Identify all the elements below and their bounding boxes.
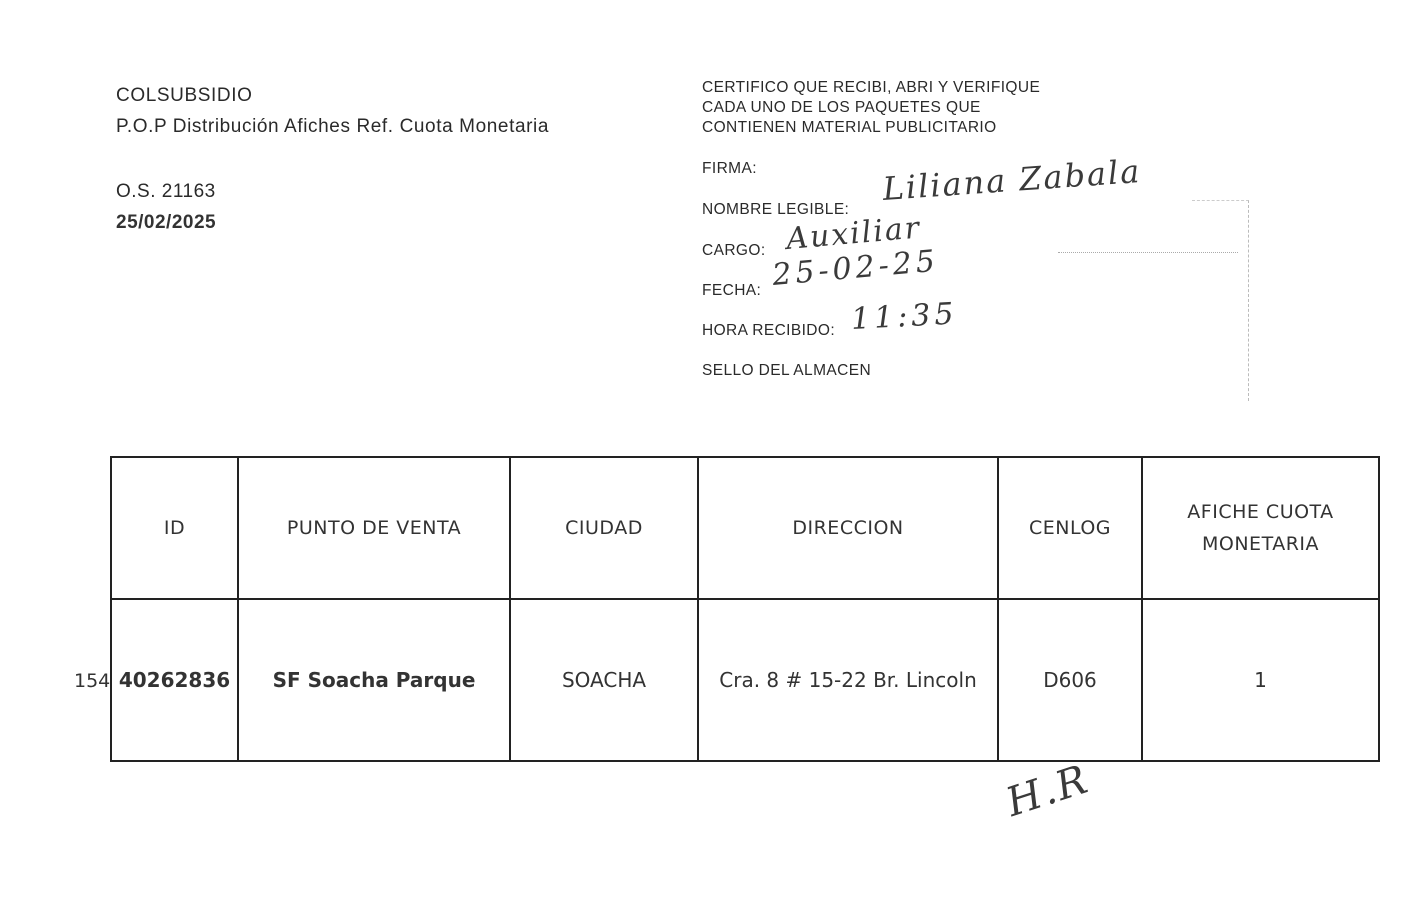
document-header xyxy=(116,80,549,142)
certification-text xyxy=(702,78,1040,138)
cell-afiche: 1 xyxy=(1142,599,1379,761)
stamp-area xyxy=(1192,200,1249,401)
distribution-table xyxy=(110,456,1380,762)
header-id: ID xyxy=(111,457,238,599)
cell-cenlog: D606 xyxy=(998,599,1142,761)
hora-label: HORA RECIBIDO: xyxy=(702,322,836,339)
cell-id: 40262836 xyxy=(111,599,238,761)
cert-line-3: CONTIENEN MATERIAL PUBLICITARIO xyxy=(702,119,997,136)
header-afiche-line-2: MONETARIA xyxy=(1202,533,1319,555)
company-name: COLSUBSIDIO xyxy=(116,85,253,106)
cert-line-2: CADA UNO DE LOS PAQUETES QUE xyxy=(702,99,981,116)
scan-specks xyxy=(1058,252,1238,253)
order-number: O.S. 21163 xyxy=(116,181,216,202)
handwritten-cargo: Auxiliar xyxy=(784,210,923,257)
header-cenlog: CENLOG xyxy=(998,457,1142,599)
order-date: 25/02/2025 xyxy=(116,212,217,233)
cell-direccion: Cra. 8 # 15-22 Br. Lincoln xyxy=(698,599,998,761)
handwritten-fecha: 25-02-25 xyxy=(770,243,941,293)
header-afiche xyxy=(1142,457,1379,599)
row-number: 154 xyxy=(74,670,111,692)
firma-label: FIRMA: xyxy=(702,160,757,177)
cert-line-1: CERTIFICO QUE RECIBI, ABRI Y VERIFIQUE xyxy=(702,79,1041,96)
order-block xyxy=(116,176,216,238)
document-subtitle: P.O.P Distribución Afiches Ref. Cuota Monetaria xyxy=(116,116,550,137)
nombre-label: NOMBRE LEGIBLE: xyxy=(702,201,850,218)
table-row xyxy=(111,599,1379,761)
header-afiche-line-1: AFICHE CUOTA xyxy=(1187,501,1334,523)
handwritten-name: Liliana Zabala xyxy=(881,152,1143,208)
table-header-row xyxy=(111,457,1379,599)
sello-label: SELLO DEL ALMACEN xyxy=(702,362,872,379)
cell-ciudad: SOACHA xyxy=(510,599,698,761)
header-ciudad: CIUDAD xyxy=(510,457,698,599)
handwritten-hora: 11:35 xyxy=(850,296,959,337)
fecha-label: FECHA: xyxy=(702,282,762,299)
cell-punto-de-venta: SF Soacha Parque xyxy=(238,599,510,761)
handwritten-initials: H.R xyxy=(1000,756,1095,826)
header-direccion: DIRECCION xyxy=(698,457,998,599)
cargo-label: CARGO: xyxy=(702,242,766,259)
header-punto-de-venta: PUNTO DE VENTA xyxy=(238,457,510,599)
